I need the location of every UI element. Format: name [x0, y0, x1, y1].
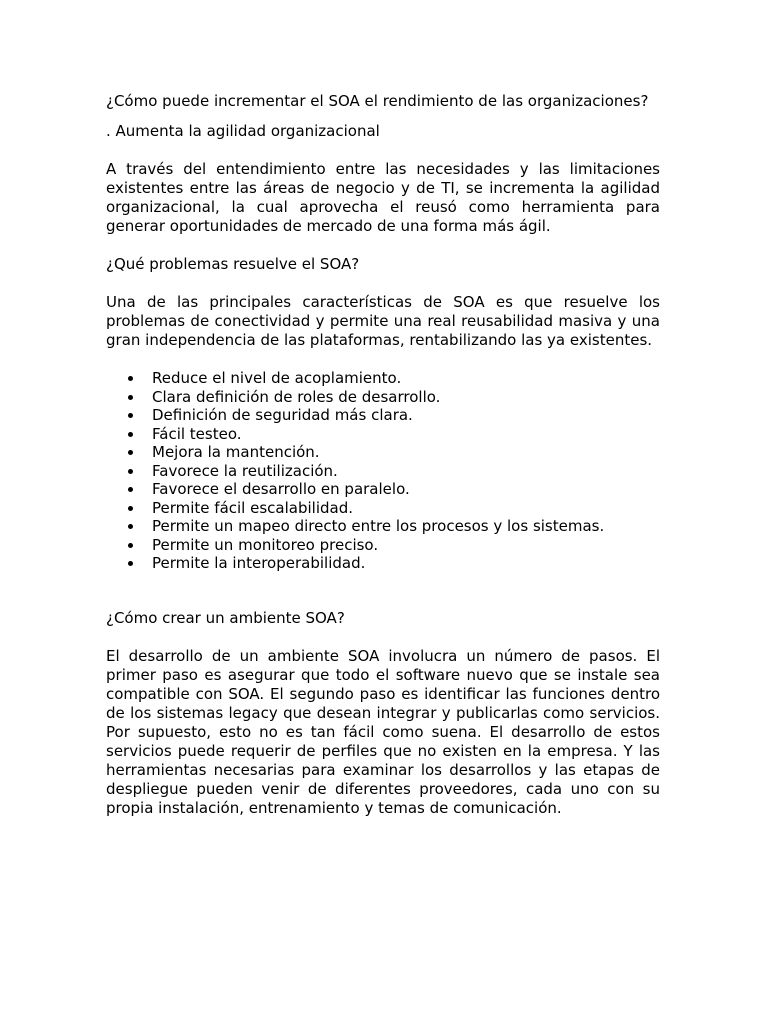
list-item	[106, 517, 660, 536]
list-item-text: Favorece el desarrollo en paralelo.	[152, 480, 410, 498]
list-item-text: Permite un mapeo directo entre los procesos y los sistemas.	[152, 517, 605, 535]
benefits-list	[106, 369, 660, 573]
list-item	[106, 536, 660, 555]
list-item	[106, 480, 660, 499]
bullet-icon	[128, 376, 133, 381]
list-item-text: Definición de seguridad más clara.	[152, 406, 413, 424]
bullet-icon	[128, 469, 133, 474]
list-item-text: Permite un monitoreo preciso.	[152, 535, 379, 554]
list-item-text: Clara definición de roles de desarrollo.	[152, 387, 441, 406]
bullet-icon	[128, 506, 133, 511]
list-item-text: Fácil testeo.	[152, 424, 242, 443]
list-item	[106, 369, 660, 388]
subheading-agility: . Aumenta la agilidad organizacional	[106, 122, 380, 140]
document-page	[106, 92, 660, 818]
paragraph-agility: A través del entendimiento entre las necesidades y las limitaciones existentes entre las áreas de negocio y de TI, se incrementa la agilidad organizacional, la cual aprovecha el reusó como herramienta para generar oportunidades de mercado de una forma más ágil.	[106, 160, 660, 235]
question-heading-1: ¿Cómo puede incrementar el SOA el rendimiento de las organizaciones?	[106, 92, 649, 110]
bullet-icon	[128, 543, 133, 548]
list-item-text: Permite la interoperabilidad.	[152, 554, 366, 572]
bullet-icon	[128, 524, 133, 529]
bullet-icon	[128, 450, 133, 455]
list-item	[106, 425, 660, 444]
bullet-icon	[128, 561, 133, 566]
list-item	[106, 443, 660, 462]
bullet-icon	[128, 395, 133, 400]
list-item	[106, 406, 660, 425]
list-item-text: Mejora la mantención.	[152, 443, 320, 461]
bullet-icon	[128, 413, 133, 418]
list-item	[106, 499, 660, 518]
list-item	[106, 388, 660, 407]
list-item	[106, 462, 660, 481]
question-heading-3: ¿Cómo crear un ambiente SOA?	[106, 608, 345, 627]
list-item-text: Permite fácil escalabilidad.	[152, 498, 353, 517]
list-item-text: Reduce el nivel de acoplamiento.	[152, 369, 402, 387]
paragraph-problems: Una de las principales características de SOA es que resuelve los problemas de conectividad y permite una real reusabilidad masiva y una gran independencia de las plataformas, rentabilizando las ya existentes.	[106, 293, 660, 349]
list-item-text: Favorece la reutilización.	[152, 461, 338, 480]
bullet-icon	[128, 487, 133, 492]
paragraph-soa-environment: El desarrollo de un ambiente SOA involucra un número de pasos. El primer paso es asegurar que todo el software nuevo que se instale sea compatible con SOA. El segundo paso es identificar las funciones dentro de los sistemas legacy que desean integrar y publicarlas como servicios. Por supuesto, esto no es tan fácil como suena. El desarrollo de estos servicios puede requerir de perfiles que no existen en la empresa. Y las herramientas necesarias para examinar los desarrollos y las etapas de despliegue pueden venir de diferentes proveedores, cada uno con su propia instalación, entrenamiento y temas de comunicación.	[106, 646, 660, 817]
list-item	[106, 554, 660, 573]
question-heading-2: ¿Qué problemas resuelve el SOA?	[106, 255, 360, 273]
bullet-icon	[128, 432, 133, 437]
